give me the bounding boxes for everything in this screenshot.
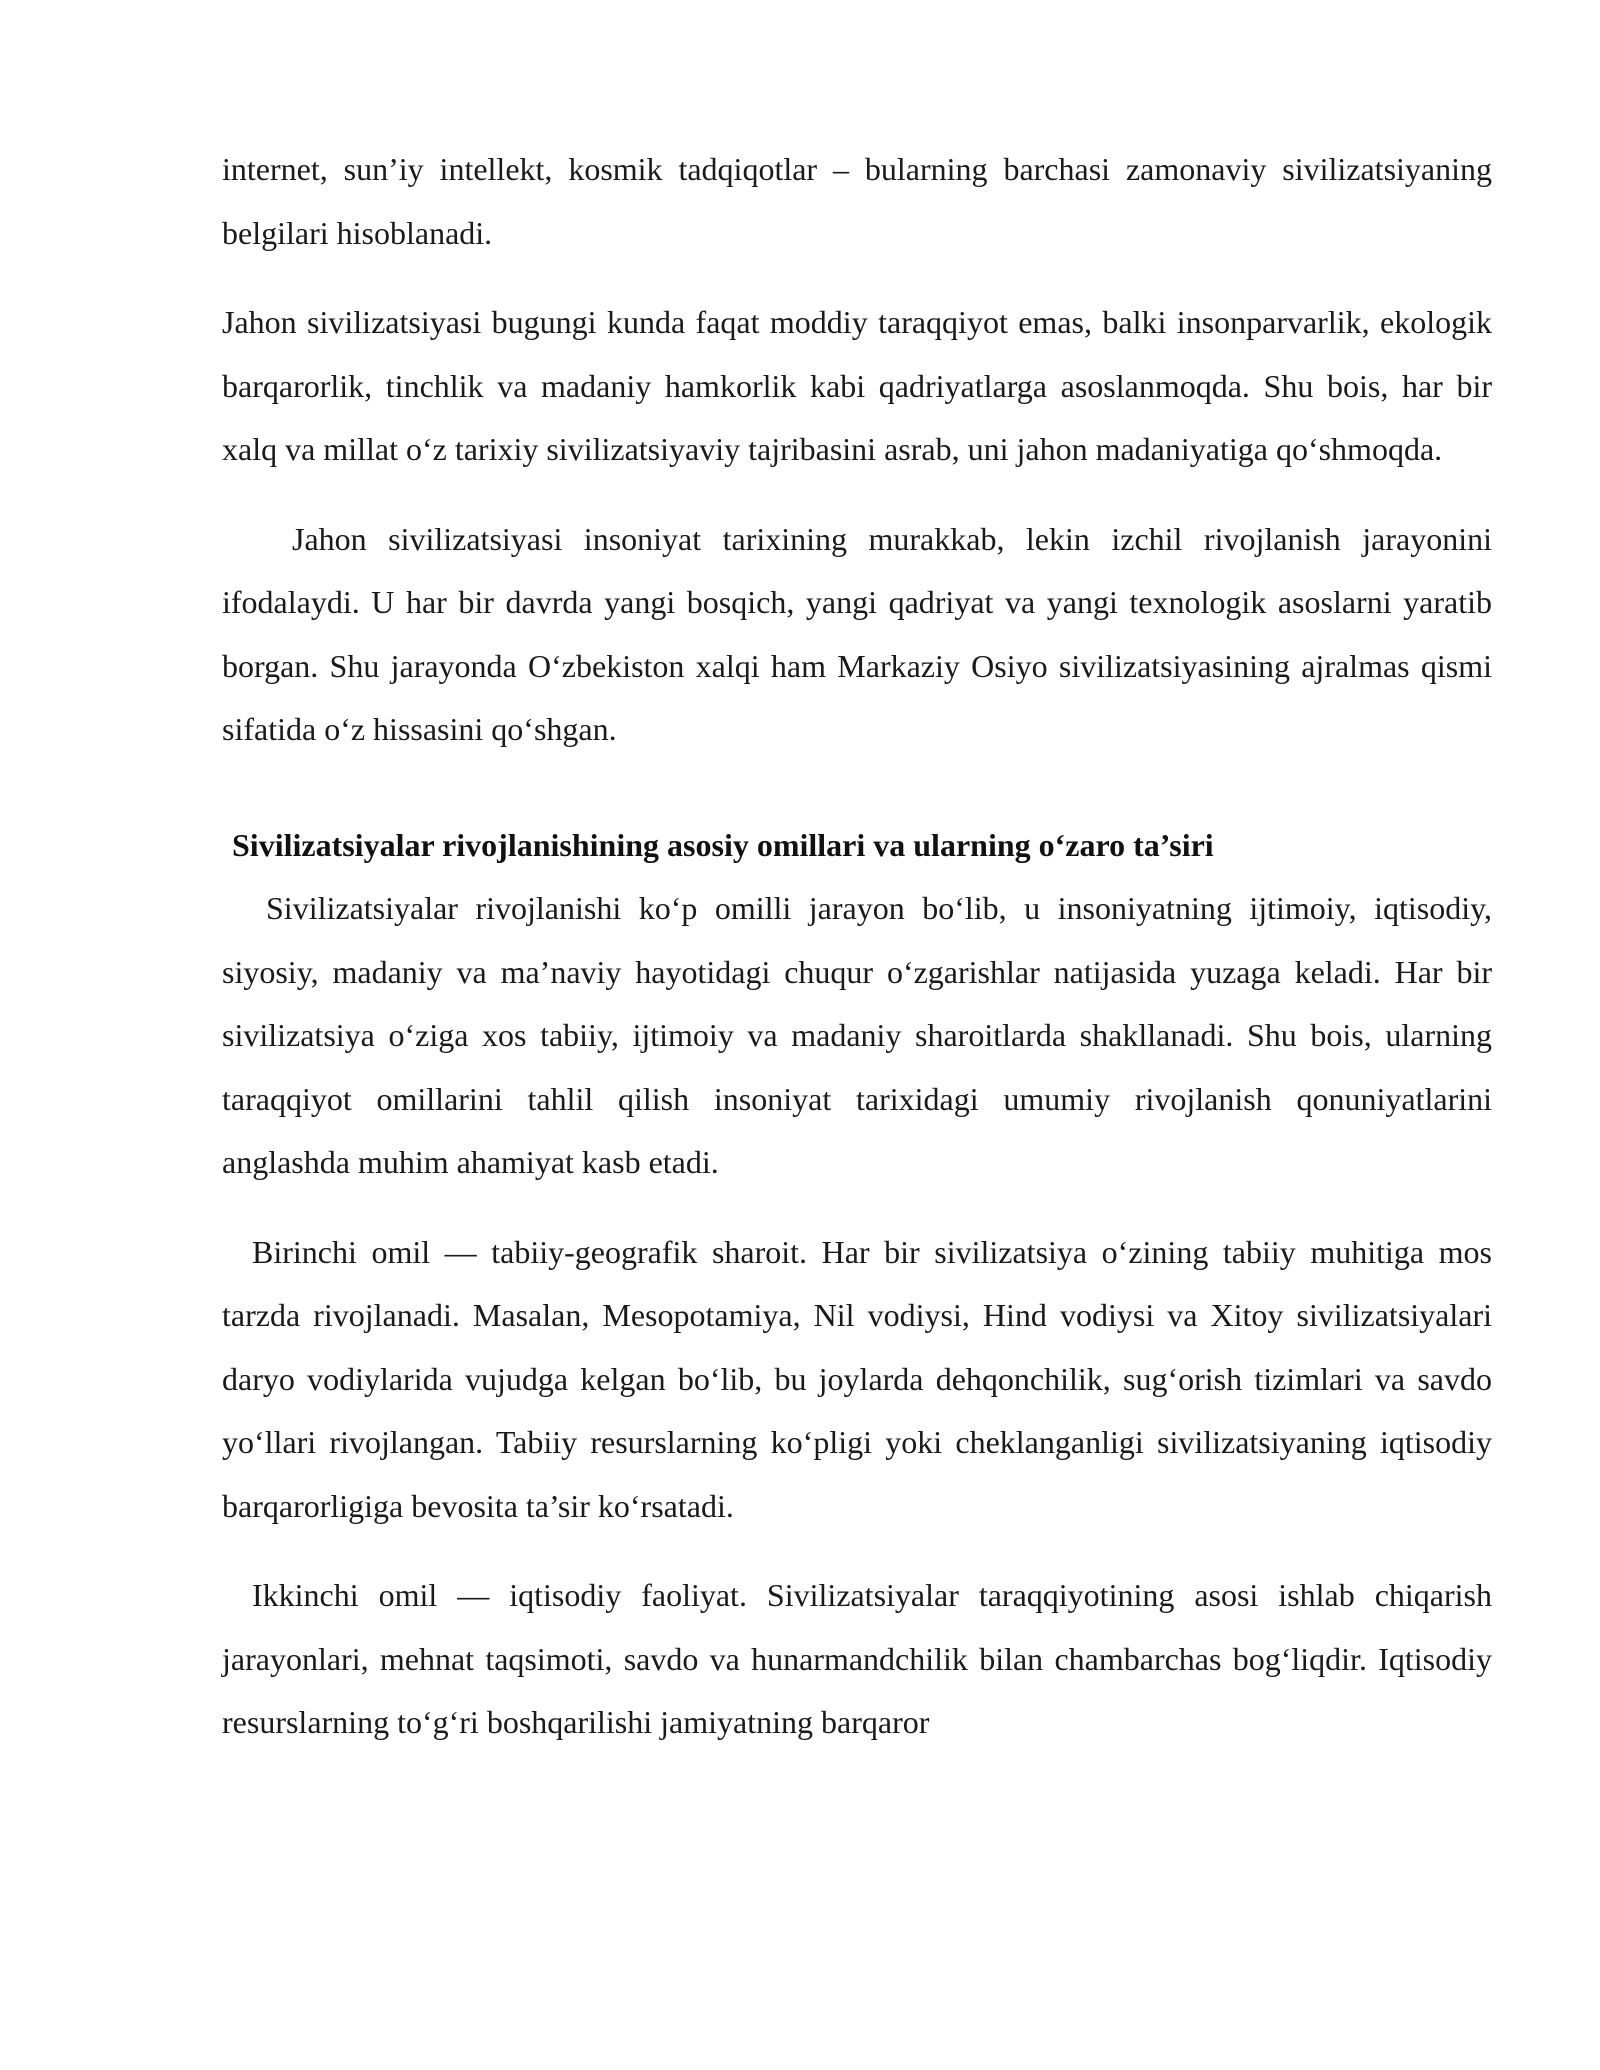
paragraph-first-factor: Birinchi omil — tabiiy-geografik sharoit. Har bir sivilizatsiya o‘zining tabiiy muhitiga mos tarzda rivojlanadi. Masalan, Mesopotamiya, Nil vodiysi, Hind vodiysi va Xitoy sivilizatsiyalari daryo vodiylarida vujudga kelgan bo‘lib, bu joylarda dehqonchilik, sug‘orish tizimlari va savdo yo‘llari rivojlangan. Tabiiy resurslarning ko‘pligi yoki cheklanganligi sivilizatsiyaning iqtisodiy barqarorligiga bevosita ta’sir ko‘rsatadi. [222, 1233, 1492, 1524]
paragraph-intro-continuation: internet, sun’iy intellekt, kosmik tadqiqotlar – bularning barchasi zamonaviy sivilizatsiyaning belgilari hisoblanadi. [222, 151, 1492, 251]
document-body [222, 138, 1492, 1781]
paragraph-second-factor: Ikkinchi omil — iqtisodiy faoliyat. Sivilizatsiyalar taraqqiyotining asosi ishlab chiqarish jarayonlari, mehnat taqsimoti, savdo va hunarmandchilik bilan chambarchas bog‘liqdir. Iqtisodiy resurslarning to‘g‘ri boshqarilishi jamiyatning barqaror [222, 1577, 1492, 1740]
section-heading: Sivilizatsiyalar rivojlanishining asosiy omillari va ularning o‘zaro ta’siri [232, 826, 1214, 863]
paragraph-multifactor-development: Sivilizatsiyalar rivojlanishi ko‘p omilli jarayon bo‘lib, u insoniyatning ijtimoiy, iqtisodiy, siyosiy, madaniy va ma’naviy hayotidagi chuqur o‘zgarishlar natijasida yuzaga keladi. Har bir sivilizatsiya o‘ziga xos tabiiy, ijtimoiy va madaniy sharoitlarda shakllanadi. Shu bois, ularning taraqqiyot omillarini tahlil qilish insoniyat tarixidagi umumiy rivojlanish qonuniyatlarini anglashda muhim ahamiyat kasb etadi. [222, 890, 1492, 1180]
paragraph-world-civilization-values: Jahon sivilizatsiyasi bugungi kunda faqat moddiy taraqqiyot emas, balki insonparvarlik, ekologik barqarorlik, tinchlik va madaniy hamkorlik kabi qadriyatlarga asoslanmoqda. Shu bois, har bir xalq va millat o‘z tarixiy sivilizatsiyaviy tajribasini asrab, uni jahon madaniyatiga qo‘shmoqda. [222, 304, 1492, 467]
paragraph-world-civilization-history: Jahon sivilizatsiyasi insoniyat tarixining murakkab, lekin izchil rivojlanish jarayonini ifodalaydi. U har bir davrda yangi bosqich, yangi qadriyat va yangi texnologik asoslarni yaratib borgan. Shu jarayonda O‘zbekiston xalqi ham Markaziy Osiyo sivilizatsiyasining ajralmas qismi sifatida o‘z hissasini qo‘shgan. [222, 520, 1492, 747]
